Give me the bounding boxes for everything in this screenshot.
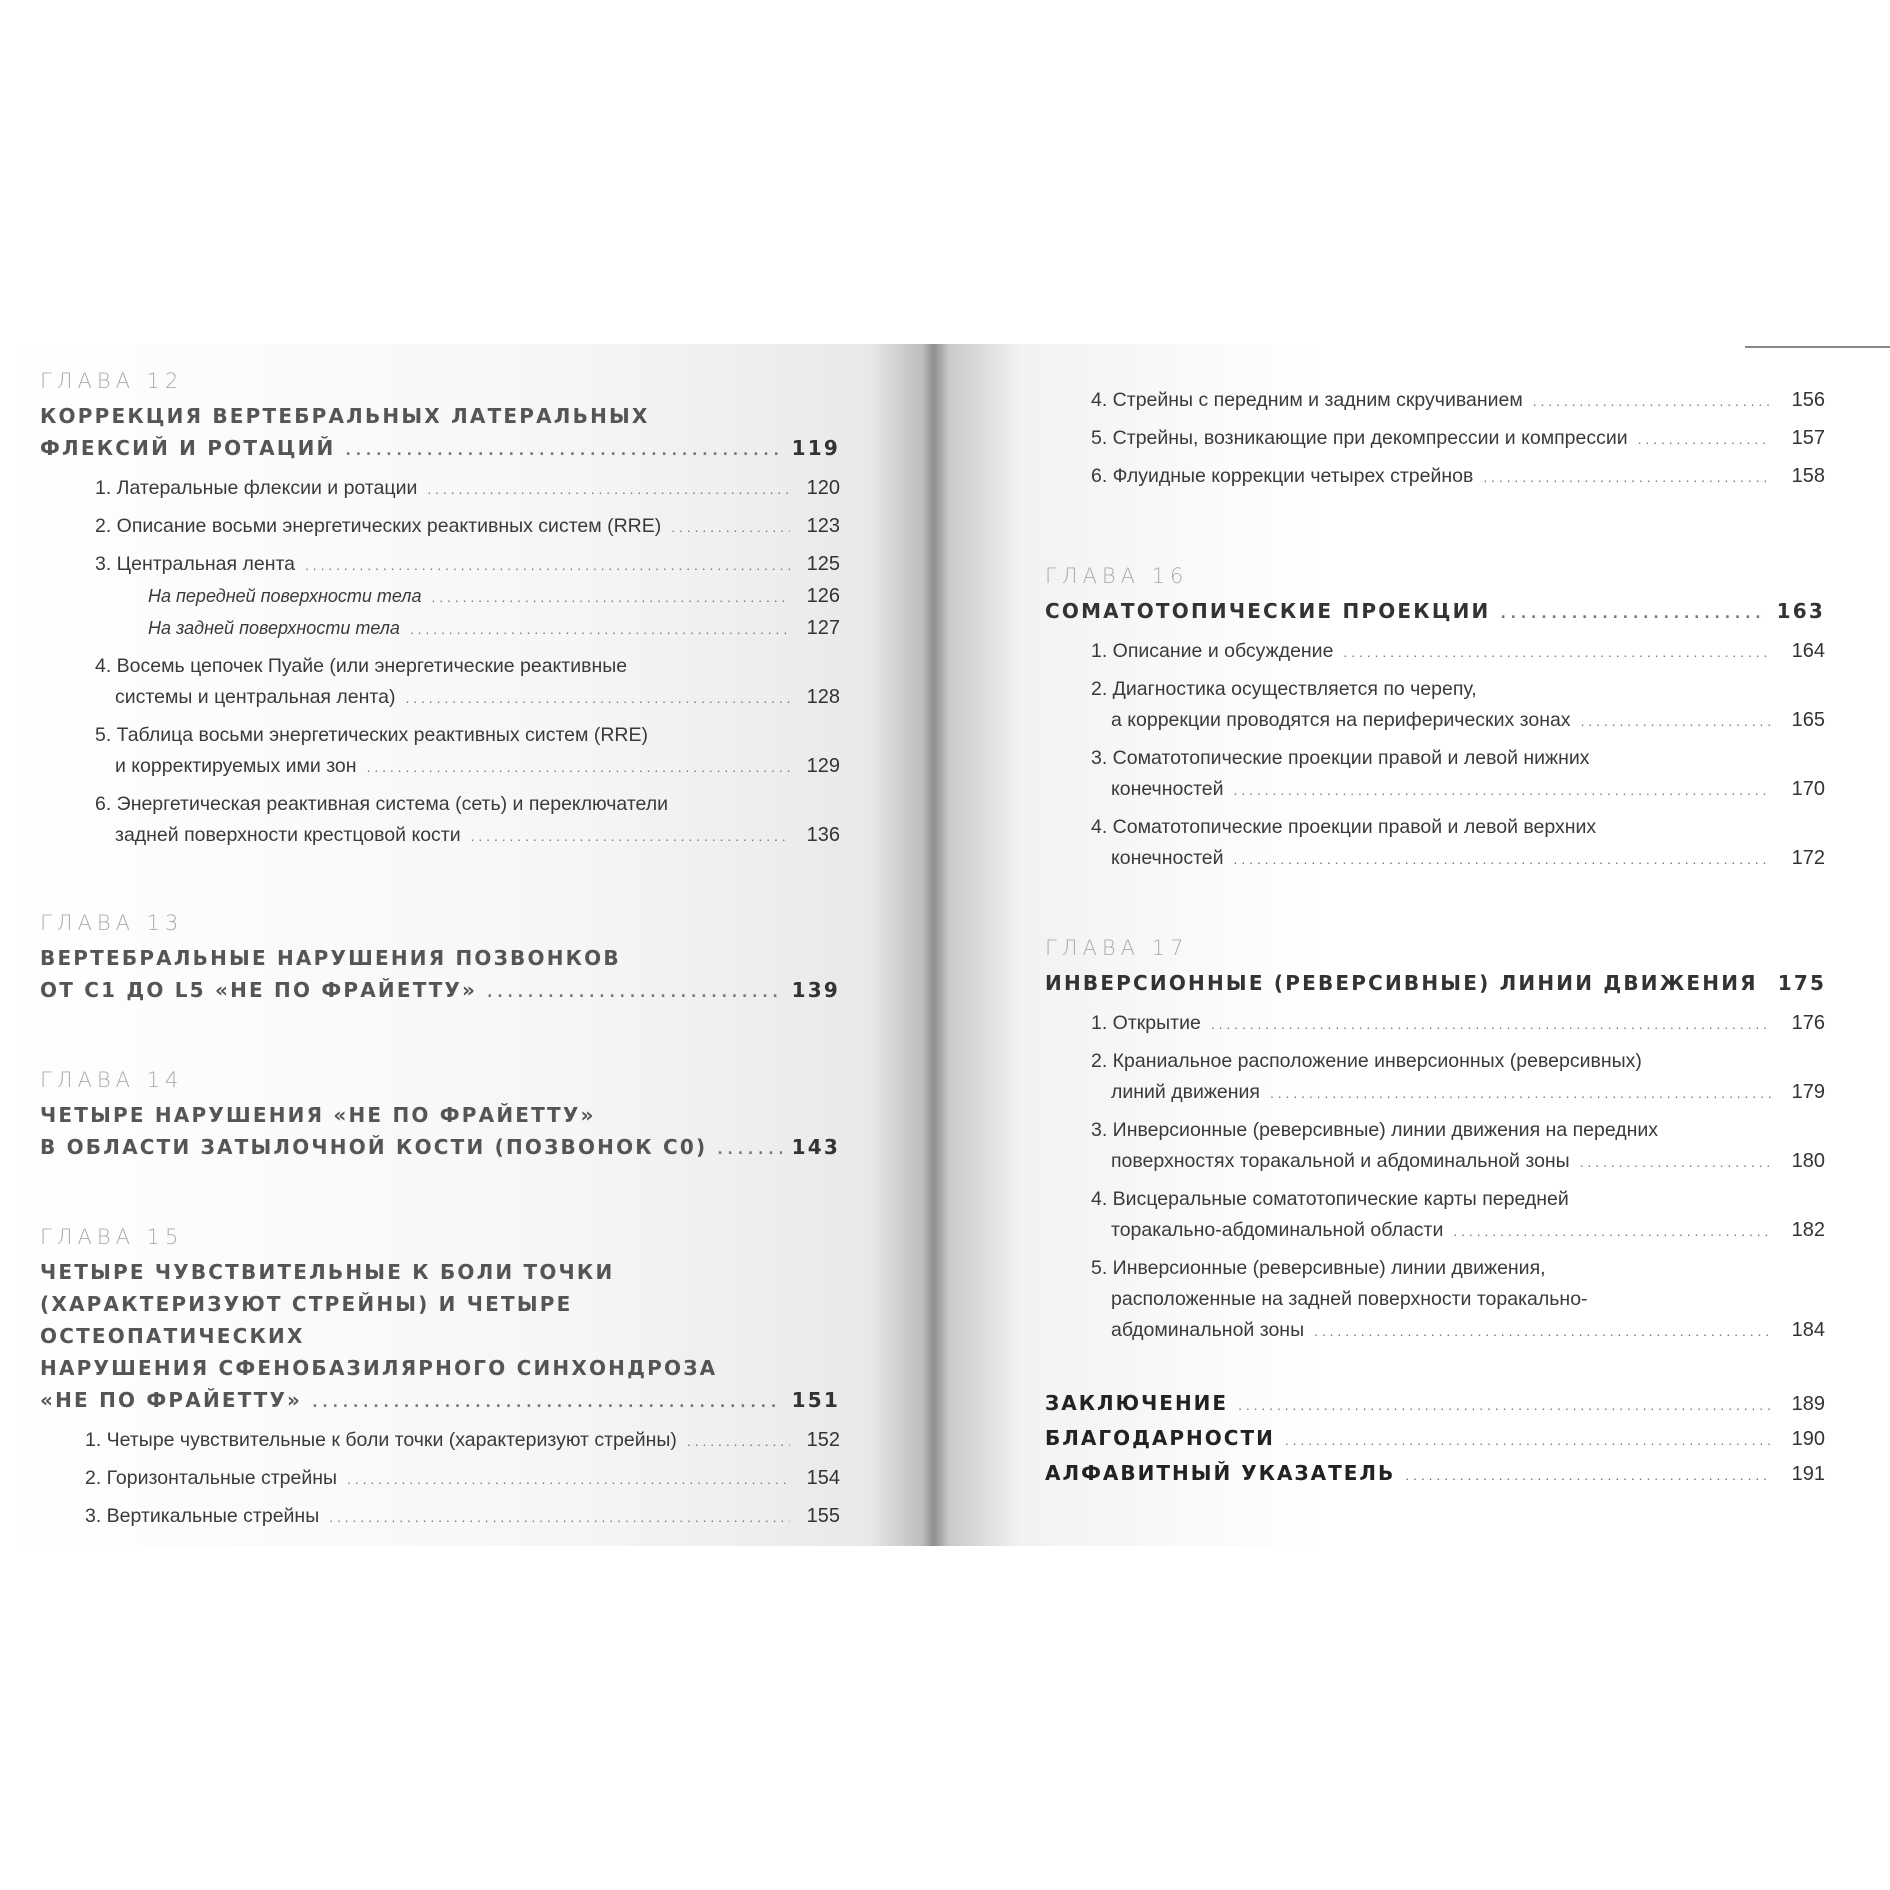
leader-dots [1234,844,1771,875]
toc-subentry[interactable] [40,613,840,645]
leader-dots [347,1464,790,1495]
leader-dots [717,1134,781,1166]
chapter-15 [40,1224,840,1533]
page-number: 125 [806,553,840,575]
entry-text: 5. Таблица восьми энергетических реактивных систем (RRE) [95,724,648,746]
page-number: 163 [1776,599,1825,623]
toc-entry[interactable] [1045,674,1825,737]
toc-entry-conclusion[interactable] [1045,1391,1825,1416]
page-number: 180 [1791,1150,1825,1172]
page-number: 154 [806,1467,840,1489]
chapter-title-row[interactable] [40,974,840,1009]
page-number: 164 [1791,640,1825,662]
toc-subentry[interactable] [40,581,840,613]
page-number: 172 [1791,847,1825,869]
leader-dots [312,1387,781,1419]
entry-text: 5. Стрейны, возникающие при декомпрессии и компрессии [1091,427,1628,449]
toc-entry[interactable] [40,549,840,581]
toc-entry[interactable] [1045,1046,1825,1109]
toc-entry[interactable] [40,511,840,543]
toc-entry[interactable] [1045,461,1825,493]
leader-dots [1453,1216,1771,1247]
chapter-title-row[interactable] [40,1131,840,1166]
leader-dots [410,614,790,645]
entry-text: 4. Восемь цепочек Пуайе (или энергетические реактивные [95,655,628,677]
chapter-title: ЧЕТЫРЕ ЧУВСТВИТЕЛЬНЫЕ К БОЛИ ТОЧКИ [40,1260,615,1284]
leader-dots [1343,637,1771,668]
chapter-17 [1045,935,1825,1347]
entry-text: а коррекции проводятся на периферических зонах [1111,709,1571,731]
page-number: 165 [1791,709,1825,731]
chapter-12 [40,368,840,852]
toc-entry[interactable] [40,473,840,505]
page-number: 151 [791,1388,840,1412]
entry-text: поверхностях торакальной и абдоминальной зоны [1111,1150,1570,1172]
page-number: 126 [806,585,840,607]
entry-text: 3. Центральная лента [95,553,296,575]
toc-entry[interactable] [40,720,840,783]
page-number: 158 [1791,465,1825,487]
toc-entry[interactable] [40,789,840,852]
toc-entry-acknowledgements[interactable] [1045,1426,1825,1451]
toc-entry[interactable] [1045,385,1825,417]
entry-text: 2. Краниальное расположение инверсионных (реверсивных) [1091,1050,1642,1072]
page-number: 129 [806,755,840,777]
entry-text: 3. Вертикальные стрейны [85,1505,320,1527]
page-number: 143 [791,1135,840,1159]
chapter-title: СОМАТОТОПИЧЕСКИЕ ПРОЕКЦИИ [1045,599,1491,623]
page-number: 157 [1791,427,1825,449]
page-number: 176 [1791,1012,1825,1034]
entry-text: 1. Четыре чувствительные к боли точки (характеризуют стрейны) [85,1429,677,1451]
page-number: 190 [1791,1428,1825,1450]
chapter-title: ЧЕТЫРЕ НАРУШЕНИЯ «НЕ ПО ФРАЙЕТТУ» [40,1103,596,1127]
page-number: 119 [791,436,840,460]
entry-text: На задней поверхности тела [148,618,400,638]
chapter-13 [40,910,840,1009]
toc-entry[interactable] [40,1425,840,1457]
leader-dots [487,977,781,1009]
chapter-label: ГЛАВА 12 [40,369,184,393]
entry-text: 6. Флуидные коррекции четырех стрейнов [1091,465,1474,487]
chapter-title: ВЕРТЕБРАЛЬНЫЕ НАРУШЕНИЯ ПОЗВОНКОВ [40,946,621,970]
entry-text: 1. Латеральные флексии и ротации [95,477,418,499]
toc-entry[interactable] [1045,812,1825,875]
entry-text: конечностей [1111,778,1224,800]
chapter-label: ГЛАВА 14 [40,1068,184,1092]
leader-dots [367,752,790,783]
leader-dots [405,683,790,714]
leader-dots [1234,775,1771,806]
entry-text: системы и центральная лента) [115,686,396,708]
page-number: 170 [1791,778,1825,800]
leader-dots [1638,424,1771,455]
entry-text: 1. Описание и обсуждение [1091,640,1334,662]
page-number: 155 [806,1505,840,1527]
leader-dots [671,512,790,543]
toc-entry[interactable] [1045,423,1825,455]
entry-text: ЗАКЛЮЧЕНИЕ [1045,1391,1229,1415]
page-number: 191 [1791,1463,1825,1485]
entry-text: торакально-абдоминальной области [1111,1219,1444,1241]
chapter-title-row[interactable] [1045,967,1825,1002]
leader-dots [431,582,790,613]
page-number: 139 [791,978,840,1002]
leader-dots [1211,1009,1771,1040]
entry-text: 3. Инверсионные (реверсивные) линии движения на передних [1091,1119,1659,1141]
entry-text: 4. Висцеральные соматотопические карты передней [1091,1188,1569,1210]
chapter-title: ИНВЕРСИОННЫЕ (РЕВЕРСИВНЫЕ) ЛИНИИ ДВИЖЕНИЯ [1045,971,1758,995]
page-edge-line [1745,346,1890,348]
entry-text: 1. Открытие [1091,1012,1201,1034]
toc-entry[interactable] [1045,1184,1825,1247]
toc-entry[interactable] [1045,1253,1825,1347]
page-number: 175 [1777,971,1827,995]
entry-text: 4. Соматотопические проекции правой и левой верхних [1091,816,1597,838]
leader-dots [305,550,790,581]
left-page [40,368,840,1533]
leader-dots [329,1502,790,1533]
chapter-title: НАРУШЕНИЯ СФЕНОБАЗИЛЯРНОГО СИНХОНДРОЗА [40,1356,718,1380]
leader-dots [1238,1397,1771,1413]
entry-text: 2. Горизонтальные стрейны [85,1467,338,1489]
toc-entry[interactable] [1045,1008,1825,1040]
chapter-title-row[interactable] [40,1384,840,1419]
entry-text: конечностей [1111,847,1224,869]
page-number: 179 [1791,1081,1825,1103]
chapter-title: ФЛЕКСИЙ И РОТАЦИЙ [40,436,336,460]
chapter-16 [1045,563,1825,875]
leader-dots [1500,598,1766,630]
chapter-15-continued [1045,385,1825,493]
entry-text: линий движения [1111,1081,1260,1103]
entry-text: задней поверхности крестцовой кости [115,824,461,846]
toc-entry[interactable] [40,1501,840,1533]
leader-dots [1285,1432,1771,1448]
leader-dots [346,435,782,467]
page-number: 123 [806,515,840,537]
chapter-title: ОТ С1 ДО L5 «НЕ ПО ФРАЙЕТТУ» [40,978,478,1002]
page-number: 189 [1791,1393,1825,1415]
leader-dots [1580,1147,1771,1178]
toc-entry[interactable] [1045,743,1825,806]
chapter-label: ГЛАВА 16 [1045,564,1189,588]
entry-text: 6. Энергетическая реактивная система (сеть) и переключатели [95,793,669,815]
toc-entry[interactable] [40,1463,840,1495]
chapter-title: «НЕ ПО ФРАЙЕТТУ» [40,1388,303,1412]
page-number: 120 [806,477,840,499]
chapter-title: В ОБЛАСТИ ЗАТЫЛОЧНОЙ КОСТИ (ПОЗВОНОК С0) [40,1135,708,1159]
leader-dots [427,474,790,505]
entry-text: 3. Соматотопические проекции правой и левой нижних [1091,747,1590,769]
leader-dots [1405,1467,1771,1483]
page-number: 152 [806,1429,840,1451]
leader-dots [1314,1316,1771,1347]
leader-dots [687,1426,790,1457]
leader-dots [1581,706,1771,737]
entry-text: 4. Стрейны с передним и задним скручиванием [1091,389,1523,411]
entry-text: 2. Описание восьми энергетических реактивных систем (RRE) [95,515,662,537]
right-page [1045,385,1825,1486]
entry-text: 5. Инверсионные (реверсивные) линии движения, [1091,1257,1546,1279]
chapter-label: ГЛАВА 15 [40,1225,184,1249]
leader-dots [1533,386,1771,417]
back-matter [1045,1391,1825,1486]
leader-dots [1483,462,1771,493]
toc-entry[interactable] [1045,636,1825,668]
entry-text: АЛФАВИТНЫЙ УКАЗАТЕЛЬ [1045,1461,1396,1485]
entry-text: На передней поверхности тела [148,586,422,606]
leader-dots [471,821,790,852]
entry-text: абдоминальной зоны [1111,1319,1305,1341]
page-number: 128 [806,686,840,708]
chapter-title: (ХАРАКТЕРИЗУЮТ СТРЕЙНЫ) И ЧЕТЫРЕ ОСТЕОПАТИЧЕСКИХ [40,1292,573,1348]
chapter-14 [40,1067,840,1166]
leader-dots [1270,1078,1771,1109]
chapter-title-row[interactable] [1045,595,1825,630]
toc-entry-index[interactable] [1045,1461,1825,1486]
toc-entry[interactable] [40,651,840,714]
chapter-label: ГЛАВА 17 [1045,936,1189,960]
page-number: 136 [806,824,840,846]
entry-text: 2. Диагностика осуществляется по черепу, [1091,678,1477,700]
entry-text: и корректируемых ими зон [115,755,357,777]
entry-text: БЛАГОДАРНОСТИ [1045,1426,1275,1450]
page-number: 182 [1791,1219,1825,1241]
page-number: 127 [806,617,840,639]
toc-entry[interactable] [1045,1115,1825,1178]
page-number: 184 [1791,1319,1825,1341]
chapter-title-row [40,432,840,467]
chapter-title: КОРРЕКЦИЯ ВЕРТЕБРАЛЬНЫХ ЛАТЕРАЛЬНЫХ [40,404,650,428]
chapter-label: ГЛАВА 13 [40,911,184,935]
entry-text: расположенные на задней поверхности торакально- [1111,1288,1588,1310]
page-number: 156 [1791,389,1825,411]
